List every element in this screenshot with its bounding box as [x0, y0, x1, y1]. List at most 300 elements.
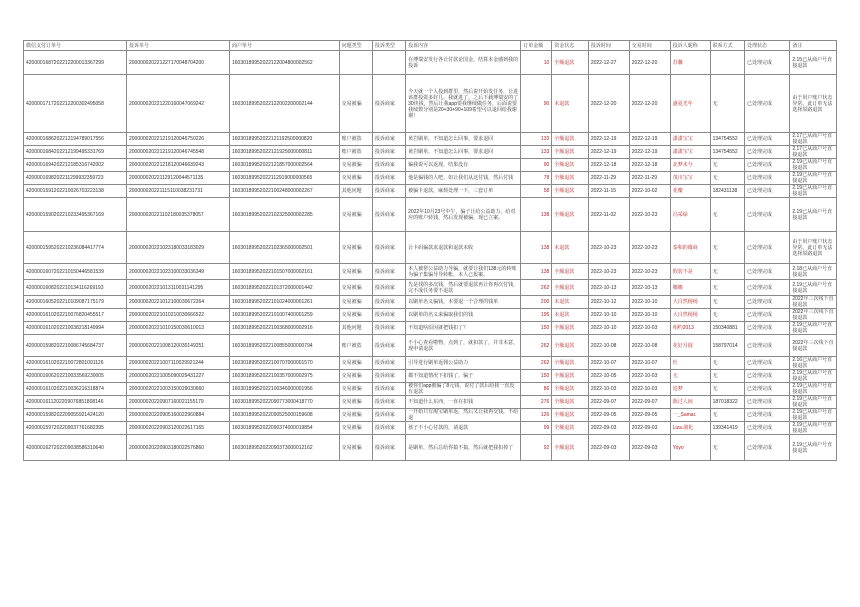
cell-contact: 158797014 [710, 335, 744, 357]
cell-wechat-order: 4200001598202209055921424120 [24, 409, 127, 422]
cell-fund-status: 全额退款 [552, 51, 589, 75]
cell-nickname: 大白然杨杨 [670, 296, 710, 309]
cell-content: 孩子不小心付款的，请退款 [406, 422, 521, 435]
col-header-nickname: 投诉人昵称 [670, 41, 710, 51]
cell-complaint-type: 投诉商家 [372, 146, 405, 159]
cell-amount: 262 [521, 335, 552, 357]
cell-content: 都不知道情况下扣钱了，骗子 [406, 370, 521, 383]
cell-content: 黄岩刷单，不知道怎么回事，要求退回 [406, 133, 521, 146]
cell-nickname: 潇潇宝宝 [670, 146, 710, 159]
cell-remark: 2.16已从商户号直接退款 [790, 357, 837, 370]
cell-complaint-type: 投诉商家 [372, 335, 405, 357]
cell-merchant-order: 16030189952022101024000001261 [230, 296, 340, 309]
col-header-contact: 联系方式 [710, 41, 744, 51]
cell-complaint-time: 2022-10-12 [588, 296, 629, 309]
cell-complaint-type: 投诉商家 [372, 232, 405, 264]
col-header-complaint-id: 投诉单号 [127, 41, 230, 51]
col-header-remark: 备注 [790, 41, 837, 51]
cell-trade-time: 2022-10-02 [629, 185, 670, 198]
cell-complaint-id: 200000020221220160047069242 [127, 75, 230, 133]
cell-complaint-time: 2022-12-18 [588, 159, 629, 172]
cell-merchant-order: 16030189952022100357000002975 [230, 370, 340, 383]
cell-fund-status: 全额退款 [552, 198, 589, 232]
cell-contact: 无 [710, 172, 744, 185]
cell-amount: 195 [521, 309, 552, 322]
cell-status: 已处理完成 [744, 370, 789, 383]
cell-complaint-type: 投诉商家 [372, 309, 405, 322]
cell-status: 已处理完成 [744, 396, 789, 409]
cell-remark: 2.15已从商户号直接退款 [790, 51, 837, 75]
cell-complaint-time: 2022-11-02 [588, 198, 629, 232]
cell-trade-time: 2022-10-08 [629, 335, 670, 357]
cell-content: 一开始只有淘宝刷单返，然后又让我再交钱，不给退 [406, 409, 521, 422]
cell-nickname: 假装不是 [670, 264, 710, 280]
cell-complaint-time: 2022-10-08 [588, 335, 629, 357]
cell-nickname: 一_Samar. [670, 409, 710, 422]
cell-remark: 2.19已从商户号直接退款 [790, 409, 837, 422]
table-row [24, 159, 837, 172]
cell-amount: 78 [521, 172, 552, 185]
cell-status: 已处理完成 [744, 198, 789, 232]
cell-wechat-order: 4200001610202210072801091126 [24, 357, 127, 370]
cell-merchant-order: 16030189952022121925000000811 [230, 146, 340, 159]
cell-amount: 276 [521, 396, 552, 409]
cell-amount: 58 [521, 185, 552, 198]
cell-remark: 由于用户账户状态异常，此订单无法选择原路退款 [790, 75, 837, 133]
cell-nickname: 茂川宝宝 [670, 172, 710, 185]
cell-remark: 2.19已从商户号直接退款 [790, 185, 837, 198]
cell-complaint-id: 200000020221219120046750226 [127, 133, 230, 146]
col-header-fund-status: 资金状态 [552, 41, 589, 51]
cell-complaint-type: 投诉商家 [372, 75, 405, 133]
table-row [24, 335, 837, 357]
cell-contact: 无 [710, 383, 744, 396]
cell-remark: 2022年三次线下直接退款 [790, 335, 837, 357]
cell-complaint-time: 2022-10-10 [588, 322, 629, 335]
cell-content: 被你们app被骗了8元钱，说付了款后给我一直没有退款 [406, 383, 521, 396]
table-row [24, 75, 837, 133]
cell-nickname: 盛夏光年 [670, 75, 710, 133]
cell-complaint-time: 2022-09-07 [588, 396, 629, 409]
cell-wechat-order: 4200001694202212185316742002 [24, 159, 127, 172]
col-header-amount: 订单金额 [521, 41, 552, 51]
cell-contact: 无 [710, 435, 744, 461]
cell-amount: 150 [521, 322, 552, 335]
cell-amount: 262 [521, 280, 552, 296]
col-header-issue-type: 问题类型 [339, 41, 372, 51]
cell-remark: 由于用户账户状态异常，此订单无法选择原路退款 [790, 232, 837, 264]
cell-complaint-time: 2022-10-05 [588, 370, 629, 383]
cell-complaint-id: 200000020221005090029431227 [127, 370, 230, 383]
cell-remark: 2.19已从商户号直接退款 [790, 422, 837, 435]
cell-trade-time: 2022-12-20 [629, 51, 670, 75]
cell-merchant-order: 16030189952022100248000002267 [230, 185, 340, 198]
cell-complaint-type: 投诉商家 [372, 296, 405, 309]
cell-status: 已处理完成 [744, 383, 789, 396]
cell-fund-status: 全额退款 [552, 322, 589, 335]
cell-complaint-time: 2022-10-23 [588, 232, 629, 264]
cell-complaint-id: 200000020220905160022960884 [127, 409, 230, 422]
cell-amount: 92 [521, 435, 552, 461]
table-row [24, 370, 837, 383]
cell-nickname: 陈过人间 [670, 396, 710, 409]
cell-remark: 2.17已从商户号直接退款 [790, 146, 837, 159]
cell-complaint-time: 2022-09-03 [588, 435, 629, 461]
cell-wechat-order: 4200001590202210233495367169 [24, 198, 127, 232]
table-row [24, 409, 837, 422]
cell-fund-status: 全额退款 [552, 335, 589, 357]
cell-issue-type: 账户被盗 [339, 335, 372, 357]
cell-issue-type: 交易被骗 [339, 383, 372, 396]
cell-trade-time: 2022-10-10 [629, 296, 670, 309]
table-row [24, 422, 837, 435]
cell-amount: 133 [521, 133, 552, 146]
cell-complaint-time: 2022-10-13 [588, 280, 629, 296]
cell-complaint-type: 投诉商家 [372, 396, 405, 409]
cell-complaint-id: 200000020221010210030666522 [127, 309, 230, 322]
table-row [24, 322, 837, 335]
cell-amount: 138 [521, 232, 552, 264]
cell-complaint-id: 200000020221003150029030660 [127, 383, 230, 396]
cell-issue-type: 其他问题 [339, 185, 372, 198]
cell-complaint-id: 200000020220903180022576860 [127, 435, 230, 461]
cell-trade-time: 2022-11-29 [629, 172, 670, 185]
cell-content: 2022年10月23号中午，骗子让给公益助力，给对应的账户转钱，然后发现被骗，现已立案。 [406, 198, 521, 232]
cell-trade-time: 2022-09-07 [629, 396, 670, 409]
cell-contact: 150340881 [710, 322, 744, 335]
cell-amount: 90 [521, 75, 552, 133]
header-row [24, 41, 837, 51]
cell-wechat-order: 4200001687202212200013367299 [24, 51, 127, 75]
cell-issue-type: 交易被骗 [339, 422, 372, 435]
cell-complaint-type: 投诉商家 [372, 409, 405, 422]
cell-fund-status: 未退款 [552, 75, 589, 133]
cell-issue-type: 交易被骗 [339, 159, 372, 172]
cell-status: 已处理完成 [744, 280, 789, 296]
cell-merchant-order: 16030189952022100707000001570 [230, 357, 340, 370]
table-row [24, 396, 837, 409]
cell-nickname: 花瓣 [670, 185, 710, 198]
cell-content: 不知道啥原因就把钱扣了？ [406, 322, 521, 335]
cell-status: 已处理完成 [744, 422, 789, 435]
cell-contact: 134754552 [710, 133, 744, 146]
cell-status: 已处理完成 [744, 264, 789, 280]
cell-nickname: 花好月圆 [670, 335, 710, 357]
cell-merchant-order: 16030189952022090373000012162 [230, 435, 340, 461]
cell-trade-time: 2022-10-13 [629, 280, 670, 296]
complaint-table [23, 40, 837, 461]
cell-issue-type: 交易被骗 [339, 172, 372, 185]
cell-status: 已处理完成 [744, 296, 789, 309]
cell-amount: 138 [521, 198, 552, 232]
cell-content: 以刷单名义骗钱，本要退一个合理的钱单 [406, 296, 521, 309]
cell-nickname: 冯采绿 [670, 198, 710, 232]
cell-nickname: Liza.淑化 [670, 422, 710, 435]
cell-remark: 2022年三次线下直接退款 [790, 309, 837, 322]
cell-nickname: 相约2013 [670, 322, 710, 335]
cell-issue-type: 账户被盗 [339, 146, 372, 159]
cell-complaint-id: 200000020221218120046639243 [127, 159, 230, 172]
table-row [24, 172, 837, 185]
cell-wechat-order: 4200001684202212199495331769 [24, 146, 127, 159]
cell-trade-time: 2022-10-03 [629, 322, 670, 335]
cell-issue-type: 交易被骗 [339, 435, 372, 461]
cell-status: 已处理完成 [744, 322, 789, 335]
cell-remark: 2.19已从商户号直接退款 [790, 280, 837, 296]
cell-fund-status: 全额退款 [552, 357, 589, 370]
complaint-table-sheet [23, 40, 837, 461]
cell-amount: 200 [521, 296, 552, 309]
cell-nickname: 北梦未兮 [670, 159, 710, 172]
cell-amount: 150 [521, 370, 552, 383]
cell-merchant-order: 16030189952022112919000000565 [230, 172, 340, 185]
cell-complaint-type: 投诉商家 [372, 198, 405, 232]
cell-contact: 无 [710, 264, 744, 280]
cell-complaint-id: 200000020221010150030610013 [127, 322, 230, 335]
cell-issue-type: 交易被骗 [339, 396, 372, 409]
cell-issue-type: 交易被骗 [339, 296, 372, 309]
cell-merchant-order: 16030189952022090773000418770 [230, 396, 340, 409]
cell-contact: 无 [710, 232, 744, 264]
cell-contact: 182431138 [710, 185, 744, 198]
table-row [24, 357, 837, 370]
cell-wechat-order: 4200001627202209038586310640 [24, 435, 127, 461]
cell-wechat-order: 4200001597202209037761682395 [24, 422, 127, 435]
cell-complaint-id: 200000020221008120030149251 [127, 335, 230, 357]
cell-status: 已处理完成 [744, 232, 789, 264]
cell-merchant-order: 16030189952022100346000001956 [230, 383, 340, 396]
cell-issue-type: 其他问题 [339, 322, 372, 335]
cell-amount: 126 [521, 409, 552, 422]
cell-complaint-time: 2022-12-19 [588, 133, 629, 146]
cell-wechat-order: 4200001611202209076851808146 [24, 396, 127, 409]
cell-merchant-order: 16030189952022122004800002562 [230, 51, 340, 75]
cell-complaint-id: 200000020221102180035378057 [127, 198, 230, 232]
cell-complaint-id: 200000020220907160021155179 [127, 396, 230, 409]
cell-complaint-id: 200000020221012100030672264 [127, 296, 230, 309]
cell-contact: 134754552 [710, 146, 744, 159]
cell-content: 今天就一个人投到群里，然后说开始发任务，让进该群投资多好几，我就进了，之后下载博瑞安的了30块钱，然后让我app要我继续做任务，后面说要我续数分别是20+30+90+109希望可以退回给我谢谢！ [406, 75, 521, 133]
cell-trade-time: 2022-12-18 [629, 159, 670, 172]
cell-status: 已处理完成 [744, 51, 789, 75]
cell-complaint-id: 200000020221023180033183029 [127, 232, 230, 264]
cell-fund-status: 全额退款 [552, 185, 589, 198]
cell-remark: 2.18已从商户号直接退款 [790, 264, 837, 280]
cell-amount: 86 [521, 383, 552, 396]
cell-complaint-id: 200000020221115110038231731 [127, 185, 230, 198]
cell-fund-status: 全额退款 [552, 396, 589, 409]
cell-content: 引导进行刷单返佣公益助力 [406, 357, 521, 370]
cell-remark: 2.19已从商户号直接退款 [790, 396, 837, 409]
cell-merchant-order: 16030189952022121192500000820 [230, 133, 340, 146]
cell-complaint-time: 2022-12-20 [588, 75, 629, 133]
cell-amount: 90 [521, 159, 552, 172]
cell-trade-time: 2022-09-03 [629, 422, 670, 435]
table-row [24, 232, 837, 264]
cell-remark: 2.17已从商户号直接退款 [790, 133, 837, 146]
cell-content: 黄岩刷单，不知道怎么回事，要求退回 [406, 146, 521, 159]
cell-content: 本人被帮公益助力导骗，就要让我们138元的转账为骗子集骗导导转帐，本人已报案。 [406, 264, 521, 280]
table-row [24, 51, 837, 75]
cell-trade-time: 2022-09-03 [629, 435, 670, 461]
cell-fund-status: 全额退款 [552, 422, 589, 435]
cell-complaint-time: 2022-10-07 [588, 357, 629, 370]
cell-remark: 2.19已从商户号直接退款 [790, 370, 837, 383]
cell-complaint-type: 投诉商家 [372, 185, 405, 198]
cell-issue-type: 交易被骗 [339, 232, 372, 264]
col-header-wechat-order: 微信支付订单号 [24, 41, 127, 51]
cell-wechat-order: 4200001698202211299932359723 [24, 172, 127, 185]
cell-complaint-type: 投诉商家 [372, 357, 405, 370]
cell-content: 让卡码骗款求退款和退款未收 [406, 232, 521, 264]
cell-remark: 2.19已从商户号直接退款 [790, 322, 837, 335]
cell-merchant-order: 16030189952022101007400001259 [230, 309, 340, 322]
col-header-complaint-type: 投诉类型 [372, 41, 405, 51]
cell-remark: 2.19已从商户号直接退款 [790, 172, 837, 185]
col-header-trade-time: 交易时间 [629, 41, 670, 51]
cell-status: 已处理完成 [744, 146, 789, 159]
cell-fund-status: 未退款 [552, 232, 589, 264]
cell-trade-time: 2022-10-23 [629, 264, 670, 280]
cell-issue-type: 交易被骗 [339, 198, 372, 232]
cell-complaint-type: 投诉商家 [372, 422, 405, 435]
cell-fund-status: 全额退款 [552, 146, 589, 159]
cell-status: 已处理完成 [744, 357, 789, 370]
cell-amount: 262 [521, 357, 552, 370]
col-header-status: 处理状态 [744, 41, 789, 51]
table-row [24, 383, 837, 396]
cell-remark: 2.19已从商户号直接退款 [790, 159, 837, 172]
cell-nickname: 无 [670, 370, 710, 383]
cell-trade-time: 2022-10-03 [629, 370, 670, 383]
table-row [24, 185, 837, 198]
cell-complaint-time: 2022-11-15 [588, 185, 629, 198]
cell-wechat-order: 4200001605202210109087175179 [24, 296, 127, 309]
cell-complaint-id: 200000020220903120022617165 [127, 422, 230, 435]
cell-complaint-type: 投诉商家 [372, 322, 405, 335]
cell-fund-status: 全额退款 [552, 133, 589, 146]
cell-status: 已处理完成 [744, 185, 789, 198]
cell-wechat-order: 4200001608202210134116269193 [24, 280, 127, 296]
cell-content: 不知道什么东西，一直在扣钱 [406, 396, 521, 409]
cell-remark: 2.19已从商户号直接退款 [790, 435, 837, 461]
cell-nickname: 潇潇宝宝 [670, 133, 710, 146]
cell-complaint-type: 投诉商家 [372, 159, 405, 172]
cell-merchant-order: 16030189952022090374000019854 [230, 422, 340, 435]
cell-status: 已处理完成 [744, 309, 789, 322]
cell-trade-time: 2022-12-19 [629, 133, 670, 146]
cell-fund-status: 全额退款 [552, 159, 589, 172]
cell-complaint-time: 2022-12-27 [588, 51, 629, 75]
cell-merchant-order: 16030189952022100368000002916 [230, 322, 340, 335]
cell-trade-time: 2022-10-03 [629, 383, 670, 396]
cell-complaint-type: 投诉商家 [372, 264, 405, 280]
cell-nickname: 追梦 [670, 383, 710, 396]
cell-trade-time: 2022-09-05 [629, 409, 670, 422]
cell-complaint-time: 2022-09-03 [588, 422, 629, 435]
cell-issue-type: 交易被骗 [339, 357, 372, 370]
cell-issue-type: 交易被骗 [339, 75, 372, 133]
cell-wechat-order: 4200001717202212200302495058 [24, 75, 127, 133]
cell-contact: 139341419 [710, 422, 744, 435]
cell-complaint-type [372, 51, 405, 75]
cell-complaint-type: 投诉商家 [372, 370, 405, 383]
cell-contact: 无 [710, 409, 744, 422]
cell-issue-type: 交易被骗 [339, 309, 372, 322]
cell-merchant-order: 16030189952022122002200002144 [230, 75, 340, 133]
cell-wechat-order: 4200001606202210033569230005 [24, 370, 127, 383]
cell-complaint-id: 200000020221219120046745548 [127, 146, 230, 159]
cell-complaint-time: 2022-10-10 [588, 309, 629, 322]
cell-trade-time: 2022-12-19 [629, 146, 670, 159]
cell-remark: 2.19已从商户号直接退款 [790, 198, 837, 232]
cell-complaint-time: 2022-10-23 [588, 264, 629, 280]
cell-issue-type: 交易被骗 [339, 280, 372, 296]
cell-complaint-time: 2022-10-03 [588, 383, 629, 396]
cell-status: 已处理完成 [744, 172, 789, 185]
cell-trade-time: 2022-10-23 [629, 232, 670, 264]
cell-content: 先是找的多次钱，然后就要退款再让你再次付钱，完不成任务要不退款 [406, 280, 521, 296]
table-row [24, 146, 837, 159]
cell-remark: 2.19已从商户号直接退款 [790, 383, 837, 396]
cell-contact: 无 [710, 296, 744, 309]
cell-status: 已处理完成 [744, 159, 789, 172]
cell-trade-time: 2022-12-20 [629, 75, 670, 133]
col-header-content: 投诉内容 [406, 41, 521, 51]
cell-complaint-id: 200000020221227170048704200 [127, 51, 230, 75]
cell-trade-time: 2022-10-23 [629, 198, 670, 232]
cell-status: 已处理完成 [744, 435, 789, 461]
cell-amount: 10 [521, 51, 552, 75]
cell-complaint-id: 200000020221129120044571135 [127, 172, 230, 185]
cell-issue-type: 交易被骗 [339, 264, 372, 280]
cell-merchant-order: 16030189952022090525000159608 [230, 409, 340, 422]
cell-trade-time: 2022-10-07 [629, 357, 670, 370]
cell-issue-type [339, 51, 372, 75]
cell-content: 在博瑞安发行各让付款论国金，结算本金感到我的投诉 [406, 51, 521, 75]
cell-fund-status: 全额退款 [552, 172, 589, 185]
cell-content: 不小心查看啦物，点到了，就扣款了，并非本意，现申请退款 [406, 335, 521, 357]
cell-amount: 138 [521, 264, 552, 280]
col-header-merchant-order: 商户单号 [230, 41, 340, 51]
table-row [24, 198, 837, 232]
cell-wechat-order: 4200001610202210076820455517 [24, 309, 127, 322]
cell-status: 已处理完成 [744, 75, 789, 133]
cell-complaint-time: 2022-11-29 [588, 172, 629, 185]
cell-fund-status: 未退款 [552, 296, 589, 309]
cell-wechat-order: 4200001595202210236084417774 [24, 232, 127, 264]
cell-content: 他是骗钱的人吧，如让我们从这付钱，然后付钱 [406, 172, 521, 185]
cell-status: 已处理完成 [744, 409, 789, 422]
table-row [24, 280, 837, 296]
table-row [24, 264, 837, 280]
cell-content: 骗我说可以返现，结果没有 [406, 159, 521, 172]
cell-nickname: 杜 [670, 357, 710, 370]
table-body [24, 51, 837, 461]
table-row [24, 296, 837, 309]
cell-merchant-order: 16030189952022101372000001442 [230, 280, 340, 296]
cell-fund-status: 全额退款 [552, 435, 589, 461]
cell-contact: 187018322 [710, 396, 744, 409]
cell-complaint-type: 投诉商家 [372, 383, 405, 396]
cell-complaint-id: 200000020221007110029921244 [127, 357, 230, 370]
cell-content: 是刷单，然后总给你搞不搞，然后就把我扣掉了 [406, 435, 521, 461]
cell-contact: 无 [710, 309, 744, 322]
cell-status: 已处理完成 [744, 133, 789, 146]
cell-merchant-order: 16030189952022102325000002285 [230, 198, 340, 232]
cell-trade-time: 2022-10-10 [629, 309, 670, 322]
cell-complaint-type: 投诉商家 [372, 172, 405, 185]
